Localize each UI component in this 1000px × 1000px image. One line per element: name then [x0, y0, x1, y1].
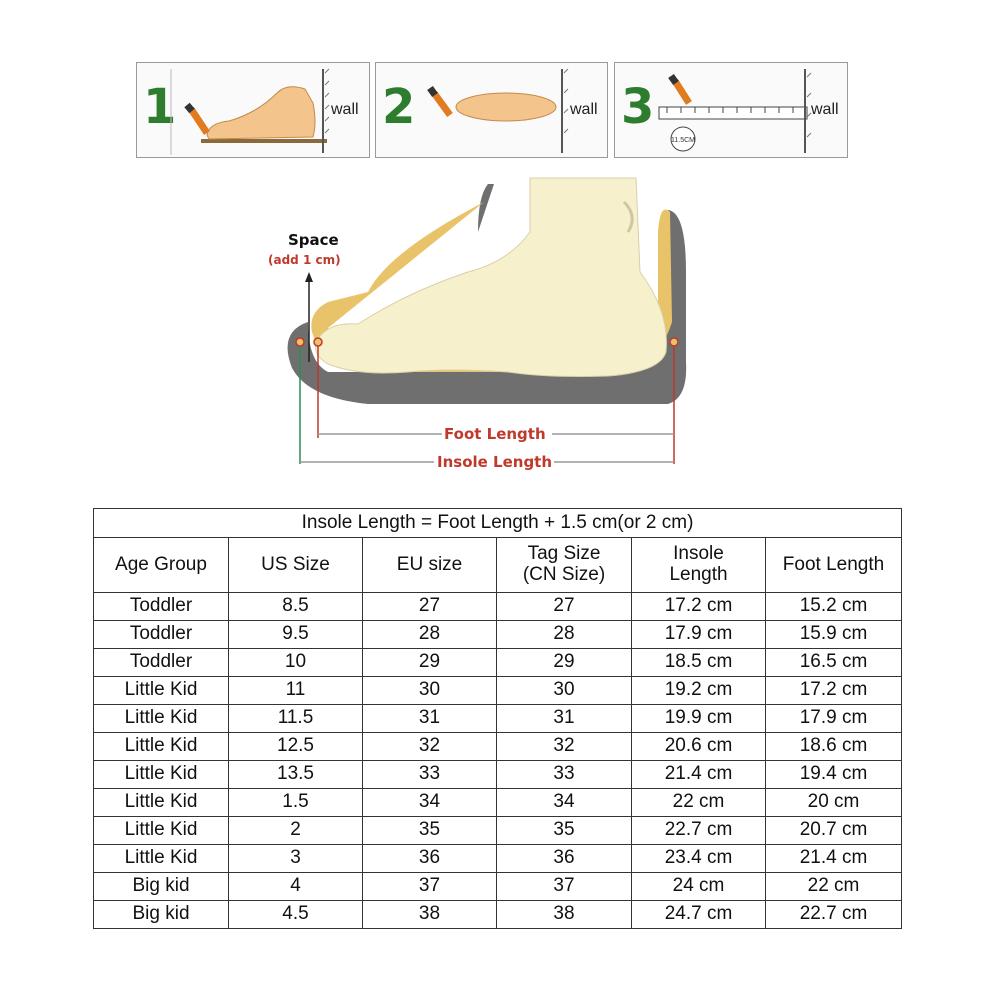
table-row — [94, 593, 902, 621]
wall-label: wall — [811, 101, 839, 118]
pencil-icon — [430, 88, 450, 115]
cell-us-size: 3 — [229, 845, 363, 873]
cell-age-group: Toddler — [94, 593, 229, 621]
cell-foot-length: 17.2 cm — [766, 677, 902, 705]
cell-us-size: 10 — [229, 649, 363, 677]
space-sub-label: (add 1 cm) — [268, 253, 341, 267]
cell-eu-size: 34 — [363, 789, 497, 817]
table-header-row — [94, 538, 902, 593]
cell-age-group: Toddler — [94, 649, 229, 677]
cell-age-group: Little Kid — [94, 789, 229, 817]
cell-us-size: 4 — [229, 873, 363, 901]
size-table — [93, 508, 902, 929]
wall-label: wall — [570, 101, 598, 118]
table-row — [94, 817, 902, 845]
step-number: 1 — [143, 79, 177, 135]
table-row — [94, 873, 902, 901]
cell-eu-size: 32 — [363, 733, 497, 761]
cell-tag-size: 31 — [497, 705, 632, 733]
table-row — [94, 733, 902, 761]
cell-eu-size: 33 — [363, 761, 497, 789]
foot-length-label: Foot Length — [444, 425, 546, 443]
cell-us-size: 13.5 — [229, 761, 363, 789]
cell-us-size: 1.5 — [229, 789, 363, 817]
cell-foot-length: 19.4 cm — [766, 761, 902, 789]
cell-age-group: Toddler — [94, 621, 229, 649]
cell-eu-size: 30 — [363, 677, 497, 705]
cell-tag-size: 27 — [497, 593, 632, 621]
cell-insole-length: 20.6 cm — [632, 733, 766, 761]
step-panel-2 — [375, 62, 608, 158]
table-row — [94, 621, 902, 649]
ruler-reading: 11.5CM — [671, 137, 695, 144]
cell-age-group: Little Kid — [94, 845, 229, 873]
cell-us-size: 4.5 — [229, 901, 363, 929]
cell-insole-length: 23.4 cm — [632, 845, 766, 873]
pencil-icon — [671, 76, 689, 103]
space-label: Space — [288, 231, 339, 249]
wall-icon — [562, 69, 568, 153]
cell-age-group: Big kid — [94, 873, 229, 901]
cell-us-size: 11 — [229, 677, 363, 705]
cell-tag-size: 30 — [497, 677, 632, 705]
cell-eu-size: 36 — [363, 845, 497, 873]
cell-us-size: 9.5 — [229, 621, 363, 649]
cell-tag-size: 33 — [497, 761, 632, 789]
cell-us-size: 2 — [229, 817, 363, 845]
pencil-icon — [187, 105, 207, 133]
cell-tag-size: 38 — [497, 901, 632, 929]
step-panel-1 — [136, 62, 370, 158]
table-caption-row — [94, 509, 902, 538]
cell-insole-length: 21.4 cm — [632, 761, 766, 789]
header-foot-length: Foot Length — [766, 538, 902, 593]
cell-tag-size: 29 — [497, 649, 632, 677]
cell-foot-length: 15.2 cm — [766, 593, 902, 621]
cell-tag-size: 35 — [497, 817, 632, 845]
cell-eu-size: 27 — [363, 593, 497, 621]
cell-insole-length: 22.7 cm — [632, 817, 766, 845]
cell-foot-length: 20 cm — [766, 789, 902, 817]
cell-foot-length: 20.7 cm — [766, 817, 902, 845]
table-row — [94, 677, 902, 705]
cell-insole-length: 19.9 cm — [632, 705, 766, 733]
cell-age-group: Little Kid — [94, 733, 229, 761]
wall-label: wall — [331, 101, 359, 118]
cell-insole-length: 17.9 cm — [632, 621, 766, 649]
header-age-group: Age Group — [94, 538, 229, 593]
header-insole-length: Insole Length — [632, 538, 766, 593]
step-panel-3 — [614, 62, 848, 158]
cell-age-group: Little Kid — [94, 761, 229, 789]
table-row — [94, 901, 902, 929]
table-row — [94, 705, 902, 733]
header-eu-size: EU size — [363, 538, 497, 593]
header-us-size: US Size — [229, 538, 363, 593]
cell-age-group: Big kid — [94, 901, 229, 929]
table-row — [94, 845, 902, 873]
step-number: 3 — [621, 79, 655, 135]
table-row — [94, 761, 902, 789]
cell-foot-length: 22 cm — [766, 873, 902, 901]
cell-tag-size: 28 — [497, 621, 632, 649]
cell-eu-size: 29 — [363, 649, 497, 677]
cell-insole-length: 18.5 cm — [632, 649, 766, 677]
cell-foot-length: 22.7 cm — [766, 901, 902, 929]
cell-age-group: Little Kid — [94, 705, 229, 733]
step-number: 2 — [382, 79, 416, 135]
cell-foot-length: 18.6 cm — [766, 733, 902, 761]
cell-tag-size: 32 — [497, 733, 632, 761]
cell-insole-length: 19.2 cm — [632, 677, 766, 705]
cell-eu-size: 38 — [363, 901, 497, 929]
cell-insole-length: 17.2 cm — [632, 593, 766, 621]
table-row — [94, 789, 902, 817]
header-tag-size: Tag Size (CN Size) — [497, 538, 632, 593]
table-row — [94, 649, 902, 677]
cell-insole-length: 24 cm — [632, 873, 766, 901]
cell-insole-length: 22 cm — [632, 789, 766, 817]
cell-us-size: 11.5 — [229, 705, 363, 733]
cell-insole-length: 24.7 cm — [632, 901, 766, 929]
cell-foot-length: 21.4 cm — [766, 845, 902, 873]
cell-age-group: Little Kid — [94, 677, 229, 705]
cell-tag-size: 34 — [497, 789, 632, 817]
cell-foot-length: 17.9 cm — [766, 705, 902, 733]
table-caption: Insole Length = Foot Length + 1.5 cm(or 2 cm) — [94, 509, 902, 538]
cell-tag-size: 37 — [497, 873, 632, 901]
insole-length-label: Insole Length — [437, 453, 553, 471]
cell-eu-size: 37 — [363, 873, 497, 901]
cell-eu-size: 28 — [363, 621, 497, 649]
cell-us-size: 8.5 — [229, 593, 363, 621]
cell-foot-length: 16.5 cm — [766, 649, 902, 677]
cell-tag-size: 36 — [497, 845, 632, 873]
cell-us-size: 12.5 — [229, 733, 363, 761]
cell-age-group: Little Kid — [94, 817, 229, 845]
cell-foot-length: 15.9 cm — [766, 621, 902, 649]
cell-eu-size: 35 — [363, 817, 497, 845]
cell-eu-size: 31 — [363, 705, 497, 733]
